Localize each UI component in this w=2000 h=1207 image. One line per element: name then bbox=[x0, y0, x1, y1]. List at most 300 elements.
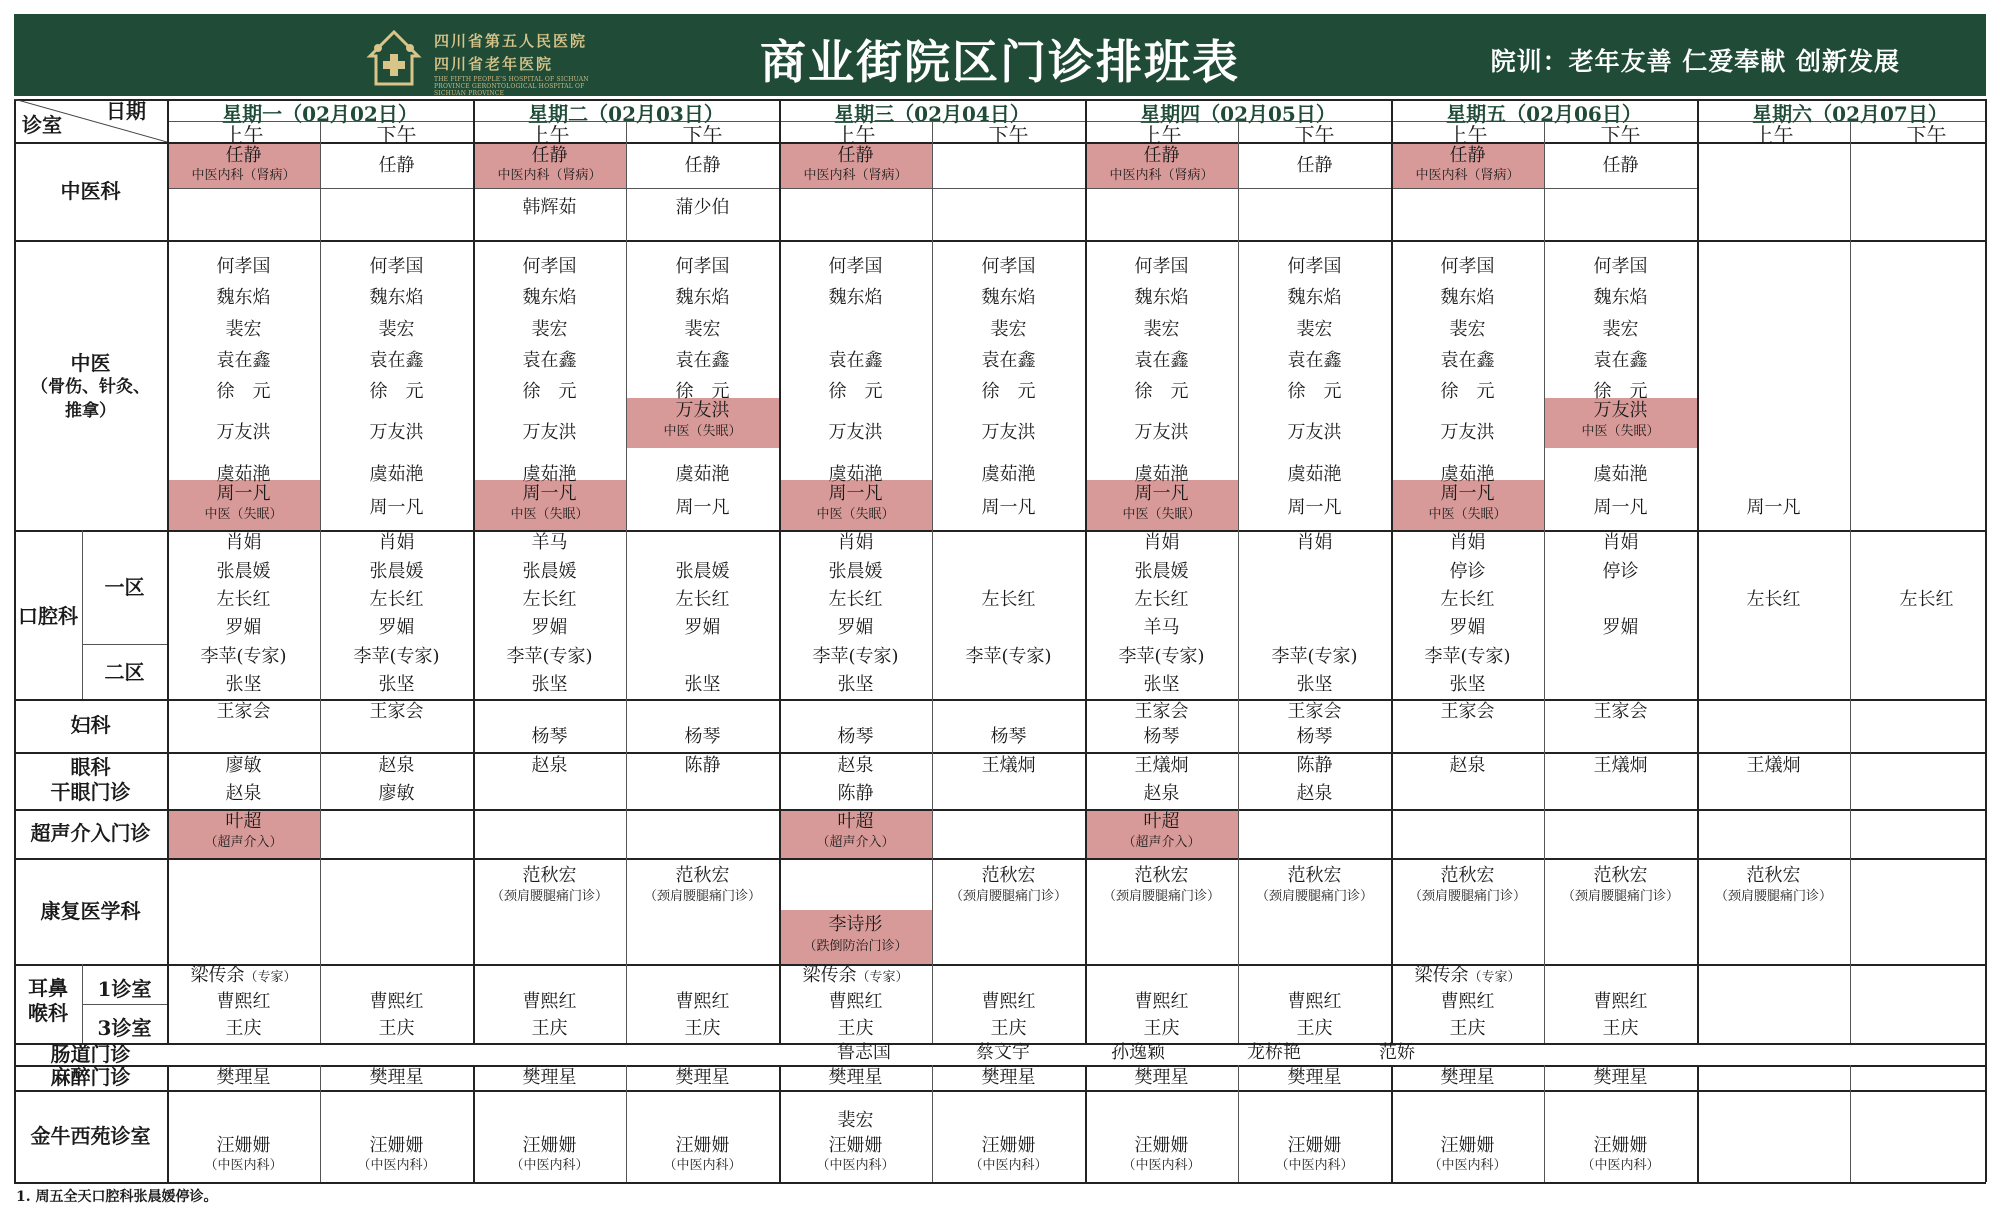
doctor-name: 曹熙红 bbox=[216, 991, 271, 1012]
day-header: 星期一（02月02日） bbox=[222, 102, 418, 126]
doctor-name: 左长红 bbox=[369, 589, 424, 610]
doctor-name: 袁在鑫 bbox=[369, 350, 424, 371]
doctor-name: 王家会 bbox=[1134, 701, 1189, 722]
doctor-name: 徐 元 bbox=[369, 381, 424, 402]
doctor-name: 樊理星 bbox=[522, 1067, 577, 1088]
doctor-specialty: 中医内科（肾病） bbox=[803, 168, 908, 183]
doctor-name: 虞茹滟 bbox=[522, 464, 577, 485]
doctor-name: 万友洪 bbox=[1287, 422, 1342, 443]
doctor-specialty: 中医（失眠） bbox=[663, 424, 742, 439]
doctor-name: 裴宏 bbox=[1449, 319, 1486, 340]
doctor-name: 梁传余 bbox=[1414, 965, 1469, 986]
doctor-specialty: （颈肩腰腿痛门诊） bbox=[1255, 889, 1373, 904]
doctor-name: 李苹(专家) bbox=[965, 646, 1052, 667]
dept-eye-b: 干眼门诊 bbox=[50, 780, 131, 804]
dept-gut: 肠道门诊 bbox=[50, 1042, 131, 1066]
doctor-specialty: （颈肩腰腿痛门诊） bbox=[1561, 889, 1679, 904]
doctor-name: 周一凡 bbox=[828, 483, 883, 504]
doctor-name: 范秋宏 bbox=[675, 865, 730, 886]
doctor-name: 王家会 bbox=[1593, 701, 1648, 722]
doctor-name: 左长红 bbox=[1440, 589, 1495, 610]
doctor-name: 韩辉茹 bbox=[522, 197, 577, 218]
dept-oral-zone1: 一区 bbox=[104, 575, 145, 599]
doctor-name: 王燨炯 bbox=[1134, 755, 1189, 776]
doctor-name: 虞茹滟 bbox=[1440, 464, 1495, 485]
dept-tcm2-b: （骨伤、针灸、 bbox=[31, 377, 150, 397]
doctor-name: 任静 bbox=[1143, 145, 1180, 166]
doctor-name: 周一凡 bbox=[675, 497, 730, 518]
doctor-name: 曹熙红 bbox=[1134, 991, 1189, 1012]
doctor-name: 何孝国 bbox=[369, 256, 424, 277]
dept-ent-a: 耳鼻 bbox=[28, 976, 68, 1000]
doctor-name: 万友洪 bbox=[369, 422, 424, 443]
doctor-name: 徐 元 bbox=[981, 381, 1036, 402]
doctor-name: 汪姗姗 bbox=[981, 1135, 1036, 1156]
am-header: 上午 bbox=[223, 123, 264, 147]
doctor-name: 王庆 bbox=[225, 1018, 262, 1039]
doctor-name: 任静 bbox=[1602, 155, 1639, 176]
doctor-name: 王庆 bbox=[1602, 1018, 1639, 1039]
doctor-name: 陈静 bbox=[1296, 755, 1333, 776]
doctor-name: 徐 元 bbox=[1440, 381, 1495, 402]
doctor-name: 任静 bbox=[531, 145, 568, 166]
doctor-name: 万友洪 bbox=[522, 422, 577, 443]
doctor-name: 王燨炯 bbox=[981, 755, 1036, 776]
doctor-specialty: 中医（失眠） bbox=[1122, 507, 1201, 522]
doctor-name: 袁在鑫 bbox=[1593, 350, 1648, 371]
doctor-name: 梁传余 bbox=[190, 965, 245, 986]
doctor-name: 袁在鑫 bbox=[675, 350, 730, 371]
doctor-name: 任静 bbox=[1296, 155, 1333, 176]
doctor-name: 周一凡 bbox=[1440, 483, 1495, 504]
doctor-name: 肖娟 bbox=[1602, 532, 1639, 553]
doctor-name: 叶超 bbox=[1143, 811, 1180, 832]
doctor-name: 肖娟 bbox=[378, 532, 415, 553]
am-header: 上午 bbox=[1753, 123, 1794, 147]
gut-doctor-name: 鲁志国 bbox=[837, 1042, 891, 1063]
doctor-name: 万友洪 bbox=[828, 422, 883, 443]
doctor-name: 李苹(专家) bbox=[1271, 646, 1358, 667]
doctor-name: 蒲少伯 bbox=[675, 197, 730, 218]
doctor-name: 肖娟 bbox=[225, 532, 262, 553]
doctor-name: 虞茹滟 bbox=[981, 464, 1036, 485]
doctor-name: 赵泉 bbox=[531, 755, 568, 776]
day-header: 星期三（02月04日） bbox=[834, 102, 1030, 126]
doctor-name: 王庆 bbox=[990, 1018, 1027, 1039]
doctor-name: 万友洪 bbox=[675, 400, 730, 421]
doctor-name: 叶超 bbox=[225, 811, 262, 832]
doctor-name: 袁在鑫 bbox=[522, 350, 577, 371]
corner-dept-label: 诊室 bbox=[22, 113, 62, 137]
doctor-name: 万友洪 bbox=[981, 422, 1036, 443]
column-rule bbox=[1850, 1065, 1851, 1182]
doctor-name: 王庆 bbox=[378, 1018, 415, 1039]
doctor-name: 杨琴 bbox=[990, 726, 1027, 747]
doctor-name: 汪姗姗 bbox=[522, 1135, 577, 1156]
doctor-name: 曹熙红 bbox=[1593, 991, 1648, 1012]
doctor-name: 赵泉 bbox=[1449, 755, 1486, 776]
doctor-name: 范秋宏 bbox=[1440, 865, 1495, 886]
doctor-name: 汪姗姗 bbox=[1440, 1135, 1495, 1156]
doctor-name: 徐 元 bbox=[1134, 381, 1189, 402]
doctor-name: 曹熙红 bbox=[1287, 991, 1342, 1012]
doctor-name-expert bbox=[167, 965, 320, 987]
gut-doctor-name: 蔡文宇 bbox=[976, 1042, 1030, 1063]
doctor-name: 裴宏 bbox=[684, 319, 721, 340]
doctor-name: 李苹(专家) bbox=[812, 646, 899, 667]
gut-doctor-name: 孙逸颖 bbox=[1111, 1042, 1165, 1063]
doctor-name: 樊理星 bbox=[675, 1067, 730, 1088]
doctor-name: 杨琴 bbox=[684, 726, 721, 747]
doctor-name: 王庆 bbox=[684, 1018, 721, 1039]
doctor-name: 张晨媛 bbox=[216, 561, 271, 582]
doctor-name: 李苹(专家) bbox=[353, 646, 440, 667]
doctor-name: 周一凡 bbox=[1134, 483, 1189, 504]
dept-anes: 麻醉门诊 bbox=[50, 1065, 131, 1089]
doctor-specialty: （中医内科） bbox=[969, 1158, 1048, 1173]
doctor-name: 裴宏 bbox=[225, 319, 262, 340]
doctor-name: 汪姗姗 bbox=[828, 1135, 883, 1156]
doctor-name: 肖娟 bbox=[1143, 532, 1180, 553]
doctor-specialty: （超声介入） bbox=[204, 835, 283, 850]
doctor-name: 左长红 bbox=[1899, 589, 1954, 610]
doctor-name: 任静 bbox=[378, 155, 415, 176]
doctor-name: 张坚 bbox=[378, 674, 415, 695]
am-header: 上午 bbox=[1447, 123, 1488, 147]
doctor-name: 何孝国 bbox=[981, 256, 1036, 277]
hospital-name-2: 四川省老年医院 bbox=[434, 55, 554, 73]
table-border-right bbox=[1985, 99, 1987, 1182]
doctor-name: 周一凡 bbox=[369, 497, 424, 518]
doctor-specialty: （颈肩腰腿痛门诊） bbox=[1714, 889, 1832, 904]
doctor-name: 任静 bbox=[225, 145, 262, 166]
column-rule bbox=[1850, 121, 1851, 1043]
doctor-name: 赵泉 bbox=[225, 783, 262, 804]
doctor-name: 罗媚 bbox=[1449, 617, 1486, 638]
doctor-name: 赵泉 bbox=[1296, 783, 1333, 804]
doctor-name: 魏东焰 bbox=[522, 287, 577, 308]
doctor-name: 王庆 bbox=[1449, 1018, 1486, 1039]
doctor-name: 叶超 bbox=[837, 811, 874, 832]
doctor-name: 罗媚 bbox=[378, 617, 415, 638]
day-header: 星期五（02月06日） bbox=[1446, 102, 1642, 126]
dept-tcm2-a: 中医 bbox=[70, 351, 111, 375]
doctor-name: 李诗彤 bbox=[828, 914, 883, 935]
corner-date-label: 日期 bbox=[106, 99, 146, 123]
doctor-name: 魏东焰 bbox=[369, 287, 424, 308]
am-header: 上午 bbox=[1141, 123, 1182, 147]
am-header: 上午 bbox=[835, 123, 876, 147]
doctor-name: 王燨炯 bbox=[1746, 755, 1801, 776]
table-rule bbox=[14, 240, 1986, 242]
doctor-specialty: （颈肩腰腿痛门诊） bbox=[490, 889, 608, 904]
dept-ultrasound: 超声介入门诊 bbox=[30, 821, 151, 845]
doctor-name: 樊理星 bbox=[1134, 1067, 1189, 1088]
doctor-name: 袁在鑫 bbox=[1134, 350, 1189, 371]
doctor-name: 何孝国 bbox=[675, 256, 730, 277]
doctor-name: 徐 元 bbox=[828, 381, 883, 402]
doctor-name: 曹熙红 bbox=[675, 991, 730, 1012]
doctor-name: 罗媚 bbox=[684, 617, 721, 638]
doctor-specialty: 中医内科（肾病） bbox=[1109, 168, 1214, 183]
day-header: 星期四（02月05日） bbox=[1140, 102, 1336, 126]
doctor-name: 万友洪 bbox=[1134, 422, 1189, 443]
doctor-name: 樊理星 bbox=[981, 1067, 1036, 1088]
doctor-name: 张坚 bbox=[225, 674, 262, 695]
doctor-name: 廖敏 bbox=[225, 755, 262, 776]
doctor-name: 周一凡 bbox=[1287, 497, 1342, 518]
doctor-name: 范秋宏 bbox=[981, 865, 1036, 886]
pm-header: 下午 bbox=[682, 123, 723, 147]
doctor-name: 罗媚 bbox=[1602, 617, 1639, 638]
doctor-name: 罗媚 bbox=[531, 617, 568, 638]
doctor-name: 张坚 bbox=[837, 674, 874, 695]
doctor-name: 何孝国 bbox=[522, 256, 577, 277]
table-rule bbox=[82, 1004, 167, 1005]
doctor-name: 左长红 bbox=[828, 589, 883, 610]
doctor-name: 何孝国 bbox=[1440, 256, 1495, 277]
gut-doctor-name: 龙桥艳 bbox=[1247, 1042, 1301, 1063]
gut-doctor-name: 范娇 bbox=[1379, 1042, 1415, 1063]
doctor-specialty: （中医内科） bbox=[1275, 1158, 1354, 1173]
doctor-name: 徐 元 bbox=[1287, 381, 1342, 402]
doctor-name: 汪姗姗 bbox=[675, 1135, 730, 1156]
doctor-specialty: （颈肩腰腿痛门诊） bbox=[1102, 889, 1220, 904]
doctor-name: 周一凡 bbox=[216, 483, 271, 504]
doctor-name: 汪姗姗 bbox=[216, 1135, 271, 1156]
doctor-name: 裴宏 bbox=[990, 319, 1027, 340]
doctor-name: 张坚 bbox=[1449, 674, 1486, 695]
doctor-name: 裴宏 bbox=[837, 1110, 874, 1131]
doctor-specialty: （中医内科） bbox=[357, 1158, 436, 1173]
doctor-name: 樊理星 bbox=[1287, 1067, 1342, 1088]
expert-tag: （专家） bbox=[244, 970, 297, 985]
doctor-name: 樊理星 bbox=[1593, 1067, 1648, 1088]
doctor-name: 樊理星 bbox=[828, 1067, 883, 1088]
doctor-specialty: （颈肩腰腿痛门诊） bbox=[643, 889, 761, 904]
doctor-name: 魏东焰 bbox=[675, 287, 730, 308]
doctor-name: 停诊 bbox=[1602, 561, 1639, 582]
doctor-name: 王庆 bbox=[531, 1018, 568, 1039]
doctor-name: 任静 bbox=[1449, 145, 1486, 166]
table-rule bbox=[14, 1090, 1986, 1092]
doctor-name: 左长红 bbox=[675, 589, 730, 610]
doctor-name: 裴宏 bbox=[1143, 319, 1180, 340]
doctor-name: 杨琴 bbox=[837, 726, 874, 747]
doctor-name: 范秋宏 bbox=[522, 865, 577, 886]
doctor-name: 魏东焰 bbox=[1440, 287, 1495, 308]
day-header: 星期六（02月07日） bbox=[1752, 102, 1948, 126]
doctor-name: 张坚 bbox=[1143, 674, 1180, 695]
doctor-name: 魏东焰 bbox=[216, 287, 271, 308]
doctor-name: 肖娟 bbox=[1449, 532, 1486, 553]
doctor-name: 万友洪 bbox=[1440, 422, 1495, 443]
doctor-name: 周一凡 bbox=[522, 483, 577, 504]
doctor-name: 王家会 bbox=[369, 701, 424, 722]
doctor-specialty: （颈肩腰腿痛门诊） bbox=[949, 889, 1067, 904]
doctor-name-expert bbox=[1391, 965, 1544, 987]
page-title: 商业街院区门诊排班表 bbox=[760, 35, 1240, 89]
doctor-specialty: （超声介入） bbox=[1122, 835, 1201, 850]
doctor-name: 杨琴 bbox=[531, 726, 568, 747]
doctor-name: 魏东焰 bbox=[981, 287, 1036, 308]
table-rule bbox=[14, 858, 1986, 860]
doctor-specialty: （中医内科） bbox=[1122, 1158, 1201, 1173]
dept-ent-room3: 3诊室 bbox=[97, 1016, 152, 1040]
doctor-name: 徐 元 bbox=[522, 381, 577, 402]
dept-rehab: 康复医学科 bbox=[40, 899, 141, 923]
doctor-name: 李苹(专家) bbox=[506, 646, 593, 667]
doctor-specialty: （中医内科） bbox=[1428, 1158, 1507, 1173]
doctor-specialty: 中医（失眠） bbox=[1428, 507, 1507, 522]
table-rule bbox=[14, 1182, 1986, 1184]
doctor-name: 范秋宏 bbox=[1134, 865, 1189, 886]
doctor-name: 万友洪 bbox=[1593, 400, 1648, 421]
doctor-name: 赵泉 bbox=[1143, 783, 1180, 804]
doctor-name: 汪姗姗 bbox=[1593, 1135, 1648, 1156]
doctor-name: 陈静 bbox=[837, 783, 874, 804]
doctor-name: 何孝国 bbox=[828, 256, 883, 277]
doctor-name: 樊理星 bbox=[369, 1067, 424, 1088]
doctor-name: 袁在鑫 bbox=[216, 350, 271, 371]
doctor-name: 何孝国 bbox=[1287, 256, 1342, 277]
doctor-name: 虞茹滟 bbox=[1593, 464, 1648, 485]
doctor-name: 万友洪 bbox=[216, 422, 271, 443]
schedule-table bbox=[14, 99, 1986, 1182]
doctor-name: 王庆 bbox=[1296, 1018, 1333, 1039]
doctor-name: 左长红 bbox=[1134, 589, 1189, 610]
doctor-name: 裴宏 bbox=[1296, 319, 1333, 340]
doctor-name: 徐 元 bbox=[1593, 381, 1648, 402]
doctor-name: 何孝国 bbox=[1593, 256, 1648, 277]
doctor-specialty: （中医内科） bbox=[510, 1158, 589, 1173]
doctor-name: 虞茹滟 bbox=[675, 464, 730, 485]
doctor-specialty: 中医内科（肾病） bbox=[1415, 168, 1520, 183]
doctor-name: 汪姗姗 bbox=[1287, 1135, 1342, 1156]
doctor-name: 肖娟 bbox=[1296, 532, 1333, 553]
doctor-specialty: 中医（失眠） bbox=[1581, 424, 1660, 439]
doctor-specialty: （超声介入） bbox=[816, 835, 895, 850]
doctor-name: 任静 bbox=[684, 155, 721, 176]
doctor-name: 张坚 bbox=[531, 674, 568, 695]
doctor-name: 任静 bbox=[837, 145, 874, 166]
doctor-name: 王燨炯 bbox=[1593, 755, 1648, 776]
doctor-specialty: （颈肩腰腿痛门诊） bbox=[1408, 889, 1526, 904]
doctor-name: 周一凡 bbox=[981, 497, 1036, 518]
doctor-name: 范秋宏 bbox=[1593, 865, 1648, 886]
doctor-name: 左长红 bbox=[216, 589, 271, 610]
dept-oral-zone2: 二区 bbox=[104, 660, 145, 684]
doctor-name: 袁在鑫 bbox=[981, 350, 1036, 371]
day-header: 星期二（02月03日） bbox=[528, 102, 724, 126]
doctor-name: 裴宏 bbox=[378, 319, 415, 340]
doctor-name: 左长红 bbox=[522, 589, 577, 610]
doctor-name: 李苹(专家) bbox=[1424, 646, 1511, 667]
doctor-name: 范秋宏 bbox=[1287, 865, 1342, 886]
doctor-name: 杨琴 bbox=[1296, 726, 1333, 747]
doctor-specialty: （中医内科） bbox=[663, 1158, 742, 1173]
dept-gyn: 妇科 bbox=[70, 713, 111, 737]
doctor-name: 虞茹滟 bbox=[1287, 464, 1342, 485]
doctor-name: 李苹(专家) bbox=[1118, 646, 1205, 667]
doctor-specialty: （中医内科） bbox=[1581, 1158, 1660, 1173]
pm-header: 下午 bbox=[1294, 123, 1335, 147]
doctor-name: 袁在鑫 bbox=[1287, 350, 1342, 371]
doctor-name: 曹熙红 bbox=[828, 991, 883, 1012]
doctor-name: 周一凡 bbox=[1593, 497, 1648, 518]
doctor-name: 徐 元 bbox=[675, 381, 730, 402]
doctor-name: 王家会 bbox=[1440, 701, 1495, 722]
doctor-name: 左长红 bbox=[1746, 589, 1801, 610]
doctor-name: 何孝国 bbox=[216, 256, 271, 277]
dept-tcm: 中医科 bbox=[60, 179, 121, 203]
doctor-name: 裴宏 bbox=[531, 319, 568, 340]
header-banner bbox=[14, 14, 1986, 96]
doctor-name: 汪姗姗 bbox=[369, 1135, 424, 1156]
doctor-name: 王家会 bbox=[1287, 701, 1342, 722]
doctor-name: 范秋宏 bbox=[1746, 865, 1801, 886]
doctor-name: 张晨媛 bbox=[522, 561, 577, 582]
doctor-name: 魏东焰 bbox=[1134, 287, 1189, 308]
pm-header: 下午 bbox=[1906, 123, 1947, 147]
doctor-name: 魏东焰 bbox=[1593, 287, 1648, 308]
doctor-name: 魏东焰 bbox=[828, 287, 883, 308]
dept-ent-room1: 1诊室 bbox=[97, 977, 152, 1001]
doctor-name: 张晨媛 bbox=[675, 561, 730, 582]
doctor-name: 张坚 bbox=[684, 674, 721, 695]
hospital-name-1: 四川省第五人民医院 bbox=[434, 32, 588, 50]
doctor-specialty: 中医（失眠） bbox=[816, 507, 895, 522]
doctor-specialty: （中医内科） bbox=[204, 1158, 283, 1173]
dept-tcm2-c: 推拿） bbox=[65, 401, 116, 421]
am-header: 上午 bbox=[529, 123, 570, 147]
doctor-name: 曹熙红 bbox=[1440, 991, 1495, 1012]
doctor-name: 停诊 bbox=[1449, 561, 1486, 582]
doctor-name: 廖敏 bbox=[378, 783, 415, 804]
doctor-name: 李苹(专家) bbox=[200, 646, 287, 667]
doctor-name: 汪姗姗 bbox=[1134, 1135, 1189, 1156]
doctor-name: 陈静 bbox=[684, 755, 721, 776]
doctor-name: 虞茹滟 bbox=[828, 464, 883, 485]
doctor-name: 袁在鑫 bbox=[1440, 350, 1495, 371]
doctor-name: 赵泉 bbox=[378, 755, 415, 776]
doctor-name: 张坚 bbox=[1296, 674, 1333, 695]
doctor-name: 曹熙红 bbox=[369, 991, 424, 1012]
doctor-name: 袁在鑫 bbox=[828, 350, 883, 371]
table-rule bbox=[14, 752, 1986, 754]
doctor-name: 赵泉 bbox=[837, 755, 874, 776]
doctor-name: 张晨媛 bbox=[369, 561, 424, 582]
doctor-name: 梁传余 bbox=[802, 965, 857, 986]
doctor-name: 虞茹滟 bbox=[1134, 464, 1189, 485]
doctor-name: 王庆 bbox=[1143, 1018, 1180, 1039]
doctor-name: 左长红 bbox=[981, 589, 1036, 610]
pm-header: 下午 bbox=[988, 123, 1029, 147]
footnote: 1. 周五全天口腔科张晨媛停诊。 bbox=[16, 1189, 218, 1205]
doctor-name: 周一凡 bbox=[1746, 497, 1801, 518]
doctor-name: 王庆 bbox=[837, 1018, 874, 1039]
column-rule bbox=[1697, 1065, 1699, 1182]
table-rule bbox=[82, 644, 167, 645]
doctor-name: 羊马 bbox=[1143, 617, 1180, 638]
dept-jinniu: 金牛西苑诊室 bbox=[30, 1124, 151, 1148]
doctor-name: 张晨媛 bbox=[1134, 561, 1189, 582]
doctor-specialty: 中医（失眠） bbox=[204, 507, 283, 522]
doctor-specialty: 中医内科（肾病） bbox=[191, 168, 296, 183]
hospital-name-en: THE FIFTH PEOPLE'S HOSPITAL OF SICHUAN PROVINCE GERONTOLOGICAL HOSPITAL OF SICHUAN PROVINCE bbox=[434, 76, 589, 97]
doctor-name: 王家会 bbox=[216, 701, 271, 722]
doctor-name-expert bbox=[779, 965, 932, 987]
